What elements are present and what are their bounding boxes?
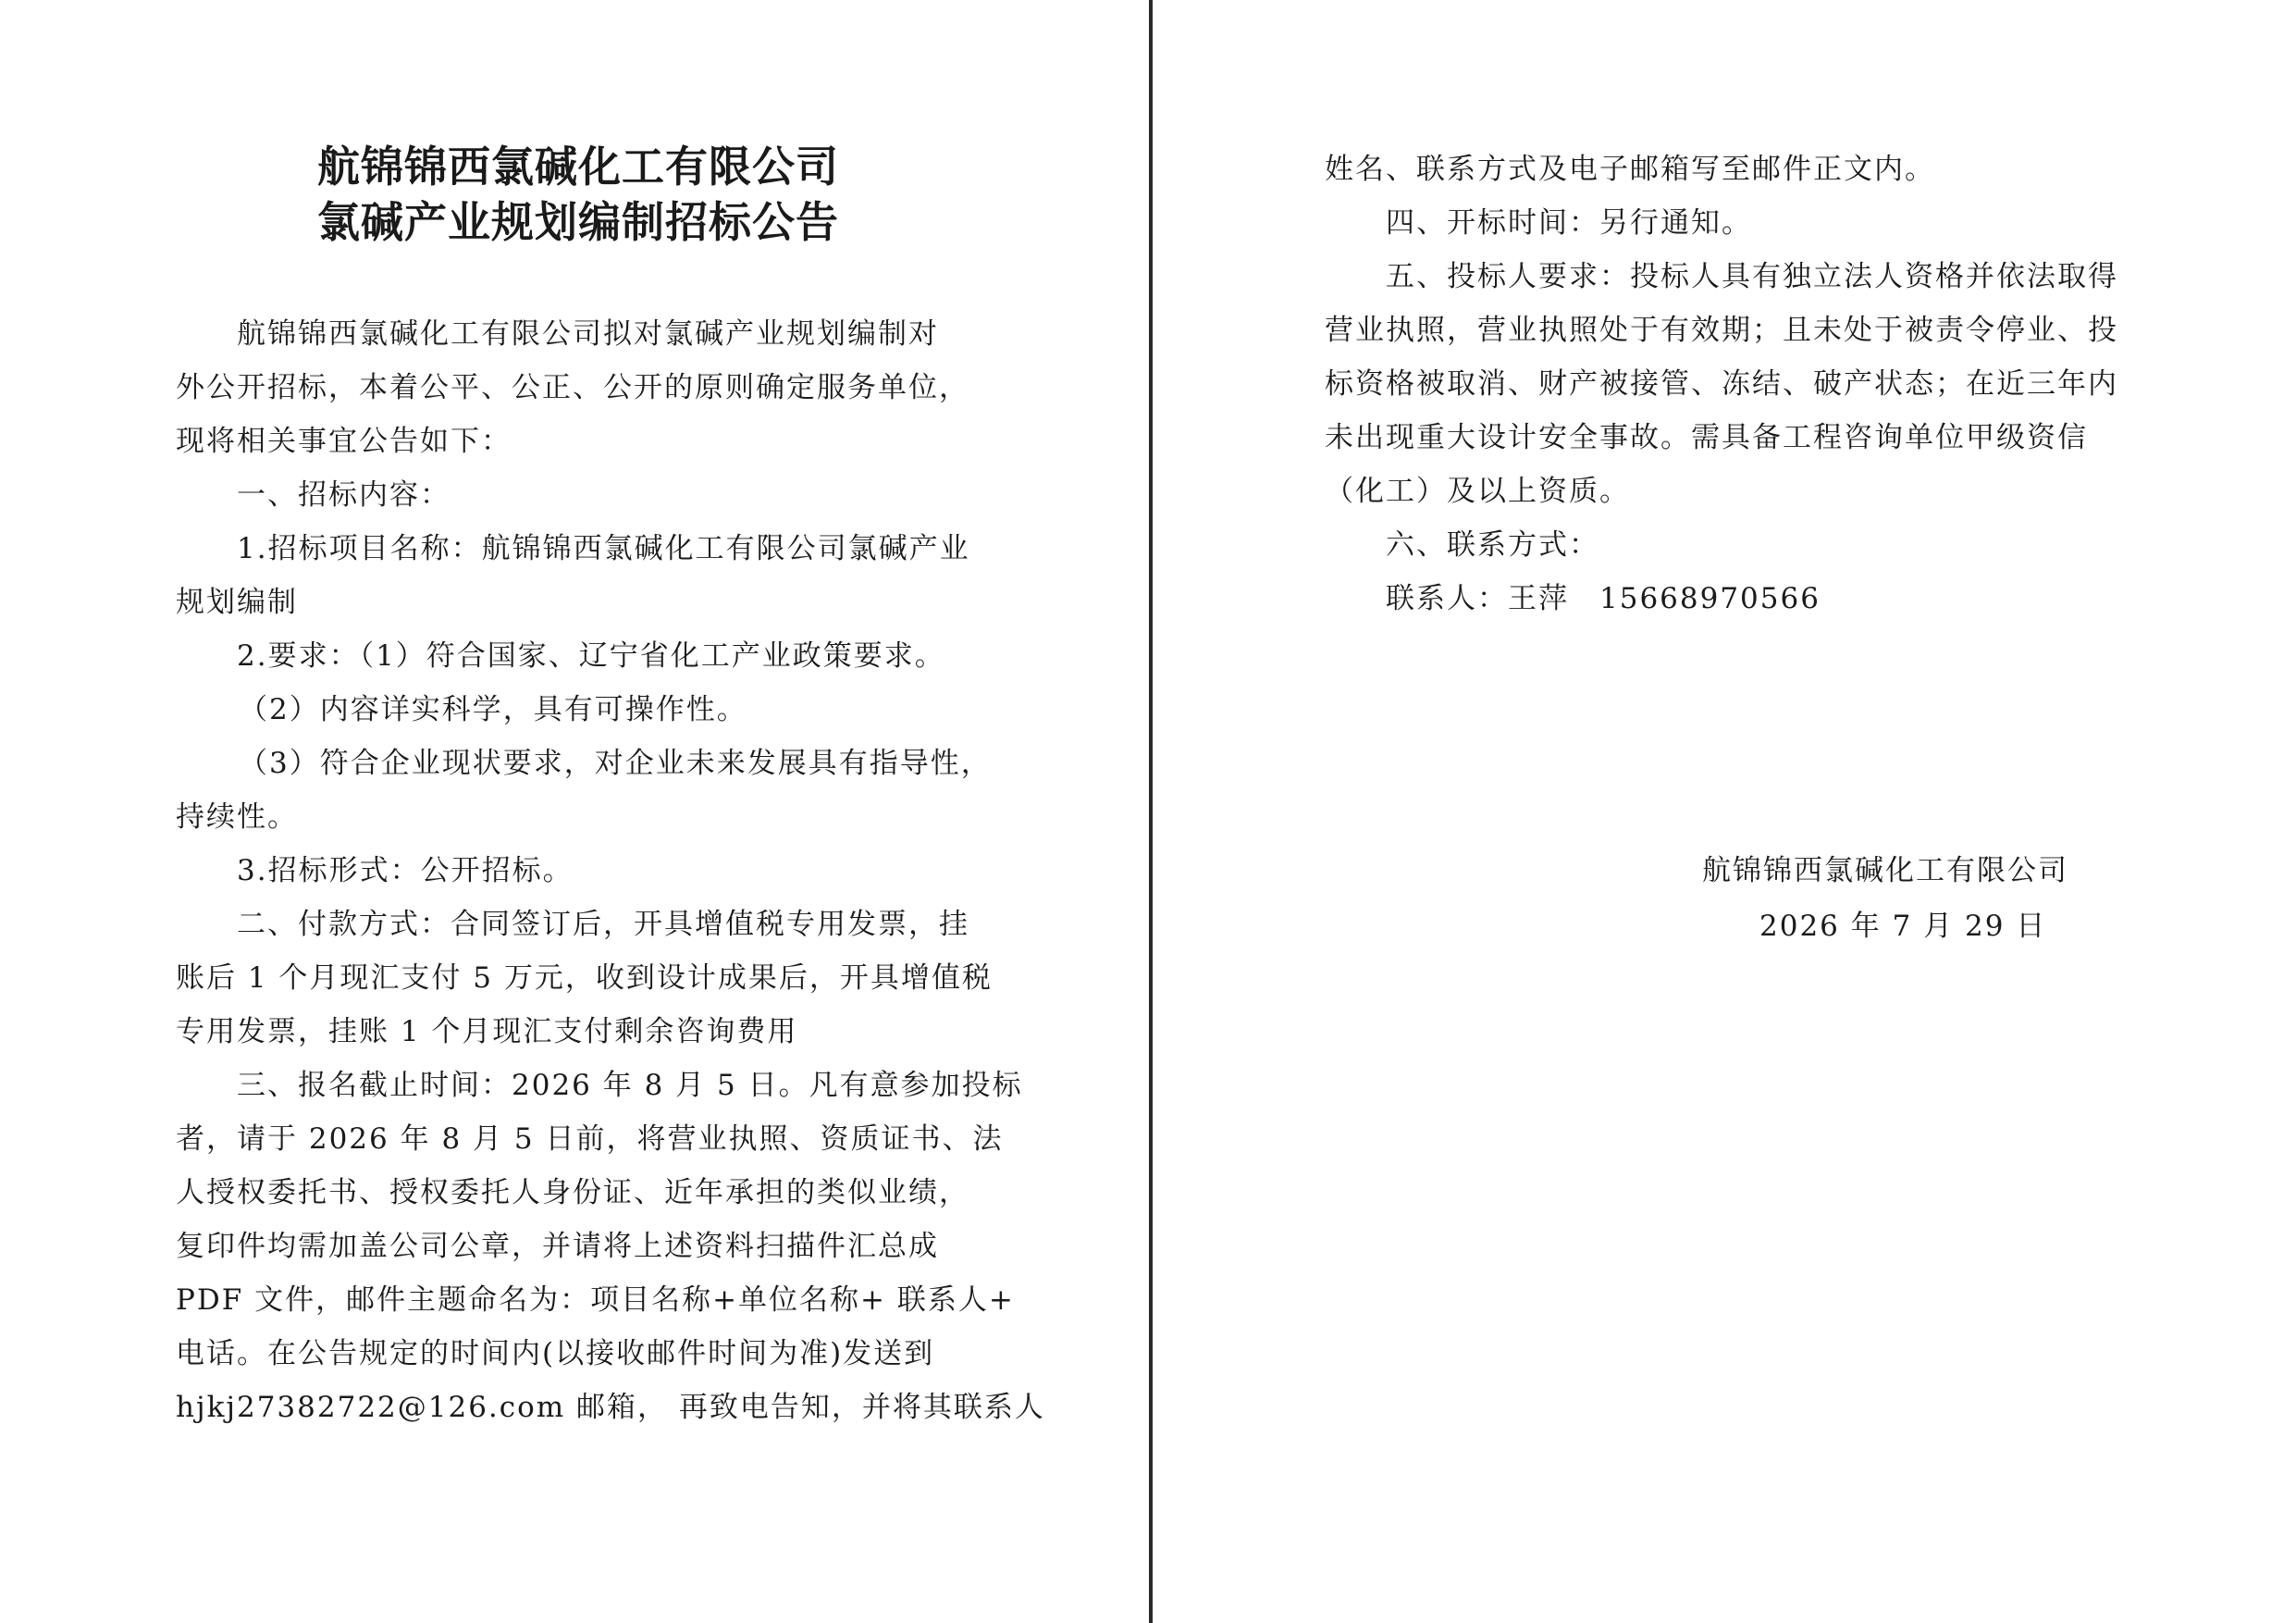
signature-date: 2026 年 7 月 29 日 [1759, 910, 2047, 943]
paragraph-line: 专用发票，挂账 1 个月现汇支付剩余咨询费用 [176, 1015, 798, 1048]
title-line-2: 氯碱产业规划编制招标公告 [317, 197, 839, 247]
section-heading: 五、投标人要求：投标人具有独立法人资格并依法取得 [1386, 260, 2118, 293]
section-heading: 六、联系方式： [1386, 528, 1599, 562]
section-heading: 二、付款方式：合同签订后，开具增值税专用发票，挂 [237, 908, 969, 941]
paragraph-line: hjkj27382722@126.com 邮箱， 再致电告知，并将其联系人 [176, 1391, 1045, 1424]
paragraph-line: 姓名、联系方式及电子邮箱写至邮件正文内。 [1325, 153, 1935, 186]
title-line-1: 航锦锦西氯碱化工有限公司 [317, 142, 839, 192]
paragraph-line: 电话。在公告规定的时间内(以接收邮件时间为准)发送到 [176, 1337, 935, 1370]
paragraph-line: 复印件均需加盖公司公章，并请将上述资料扫描件汇总成 [176, 1230, 939, 1263]
right-page [1325, 0, 2129, 1623]
paragraph-line: 3.招标形式：公开招标。 [237, 854, 574, 887]
paragraph-line: （化工）及以上资质。 [1325, 475, 1630, 508]
paragraph-line: 标资格被取消、财产被接管、冻结、破产状态；在近三年内 [1325, 367, 2118, 401]
paragraph-line: 者，请于 2026 年 8 月 5 日前，将营业执照、资质证书、法 [176, 1122, 1004, 1156]
paragraph-line: 人授权委托书、授权委托人身份证、近年承担的类似业绩， [176, 1176, 969, 1209]
left-body [176, 307, 1045, 1434]
page-divider [1149, 0, 1153, 1623]
contact-line: 联系人：王萍 15668970566 [1386, 582, 1821, 615]
section-heading: 四、开标时间：另行通知。 [1386, 206, 1752, 240]
signature-company: 航锦锦西氯碱化工有限公司 [1702, 854, 2068, 887]
paragraph-line: （2）内容详实科学，具有可操作性。 [239, 693, 747, 726]
paragraph-line: 营业执照，营业执照处于有效期；且未处于被责令停业、投 [1325, 314, 2118, 347]
paragraph-line: 1.招标项目名称：航锦锦西氯碱化工有限公司氯碱产业 [237, 532, 970, 565]
right-body [1325, 142, 2129, 626]
paragraph-line: PDF 文件，邮件主题命名为：项目名称+单位名称+ 联系人+ [176, 1283, 1015, 1317]
left-page [176, 0, 1045, 1623]
paragraph-line: 航锦锦西氯碱化工有限公司拟对氯碱产业规划编制对 [237, 317, 939, 351]
paragraph-line: 规划编制 [176, 586, 298, 619]
paragraph-line: 现将相关事宜公告如下： [176, 425, 512, 458]
paragraph-line: 持续性。 [176, 800, 298, 834]
paragraph-line: 账后 1 个月现汇支付 5 万元，收到设计成果后，开具增值税 [176, 961, 993, 995]
section-heading: 三、报名截止时间：2026 年 8 月 5 日。凡有意参加投标 [237, 1069, 1023, 1102]
paragraph-line: 2.要求：（1）符合国家、辽宁省化工产业政策要求。 [237, 639, 945, 673]
paragraph-line: 未出现重大设计安全事故。需具备工程咨询单位甲级资信 [1325, 421, 2088, 454]
paragraph-line: （3）符合企业现状要求，对企业未来发展具有指导性， [239, 747, 992, 780]
document-title [176, 139, 981, 250]
paragraph-line: 外公开招标，本着公平、公正、公开的原则确定服务单位， [176, 371, 969, 404]
section-heading: 一、招标内容： [237, 478, 451, 512]
